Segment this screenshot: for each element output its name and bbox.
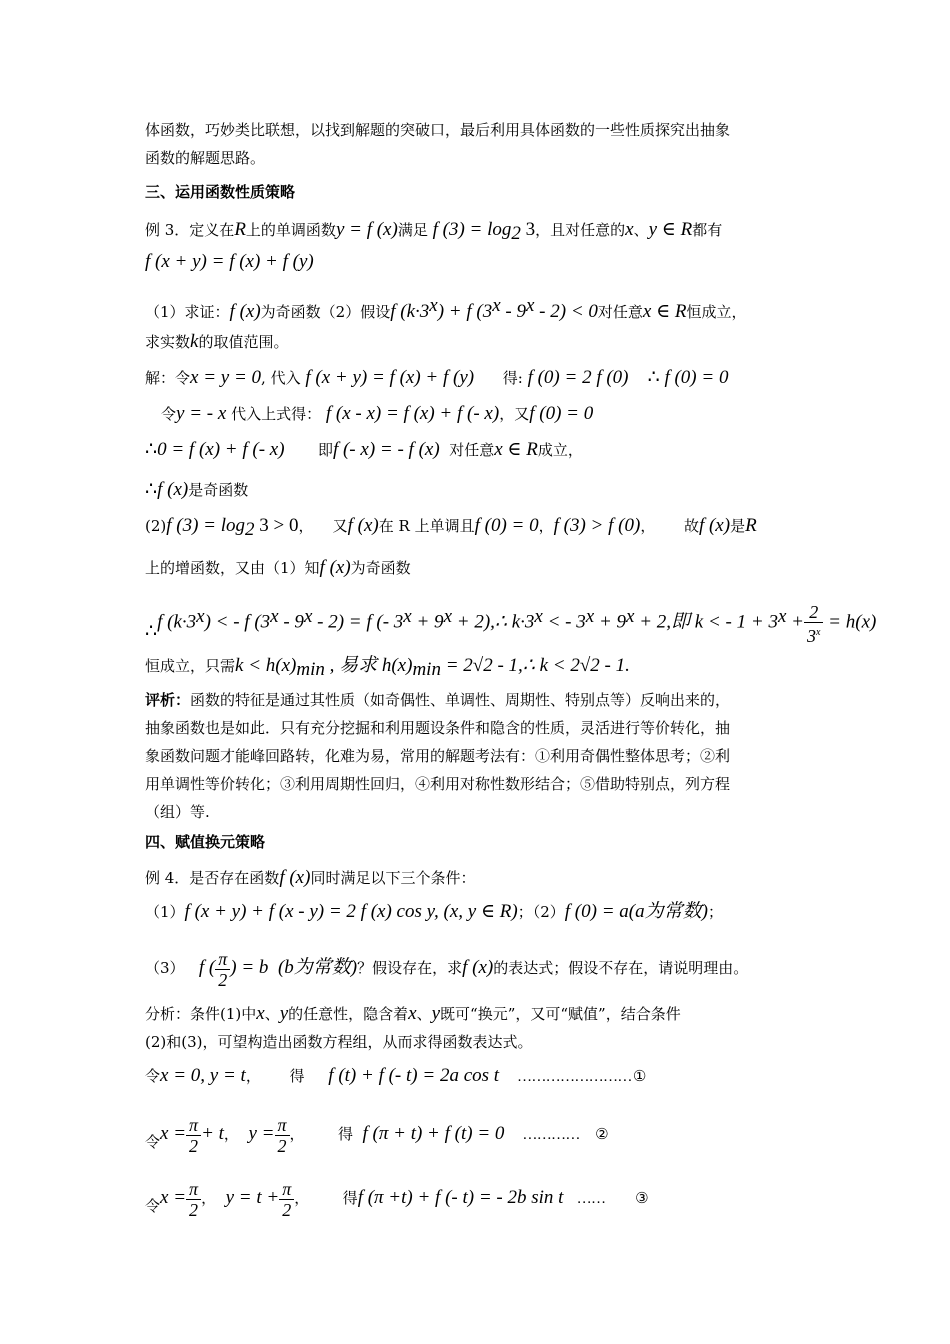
substitution-line: 令x = $\frac{\pi}{2}$ + t， y = $\frac{\pi}{2}$ ， 得 f (π + t) + f (t) = 0 ………… ② bbox=[145, 1114, 609, 1156]
fraction-pi-over-2: $\frac{\pi}{2}$ bbox=[215, 949, 230, 990]
section-heading: 三、运用函数性质策略 bbox=[145, 183, 296, 201]
fraction-pi-over-2: $\frac{\pi}{2}$ bbox=[186, 1115, 201, 1156]
comment-line: （组）等. bbox=[145, 803, 210, 821]
comment-line: 象函数问题才能峰回路转，化难为易，常用的解题考法有：①利用奇偶性整体思考；②利 bbox=[145, 747, 731, 765]
solution-line: (2)f $(3) = \log_2 3 > 0$， 又f (x)在 R 上单调且f (0) = 0，f (3) > f (0)， 故f (x)是R bbox=[145, 515, 757, 540]
solution-derivation: ∴f $(k\cdot 3^x)$ < - f (3$^x$ - 9$^x$ - 2) = f (- $3^x + 9^x$ + 2),∴ $k\cdot 3^x$ < - $3^x + 9^x + 2$,即 k < - $1 + 3^x$ + $\frac{2}{3^x}$ = h(x) bbox=[145, 601, 877, 646]
fraction-pi-over-2: $\frac{\pi}{2}$ bbox=[279, 1179, 294, 1220]
equation-line: f (x + y) = f (x) + f (y) bbox=[145, 251, 314, 272]
question-line: （1）求证：f (x)为奇函数（2）假设f $(k\cdot 3^x) + f$ (3$^x$ - 9$^x$ - 2) < 0对任意x ∈ R恒成立， bbox=[145, 295, 747, 322]
example-3-statement: 例 3．定义在R上的单调函数y = f (x)满足 f $(3) = \log_2 3$，且对任意的x、y ∈ R都有 bbox=[145, 219, 723, 244]
comment-line: 抽象函数也是如此．只有充分挖掘和利用题设条件和隐含的性质，灵活进行等价转化，抽 bbox=[145, 719, 731, 737]
fraction: $\frac{2}{3^x}$ bbox=[804, 602, 823, 646]
fraction-pi-over-2: $\frac{\pi}{2}$ bbox=[275, 1115, 290, 1156]
equation-number: ① bbox=[632, 1067, 647, 1085]
analysis-line: (2)和(3)，可望构造出函数方程组，从而求得函数表达式。 bbox=[145, 1033, 533, 1051]
solution-line: 解：令x = y = 0, 代入 f (x + y) = f (x) + f (y) 得: f (0) = 2 f (0) ∴ f (0) = 0 bbox=[145, 367, 729, 388]
fraction-pi-over-2: $\frac{\pi}{2}$ bbox=[186, 1179, 201, 1220]
section-heading: 四、赋值换元策略 bbox=[145, 833, 266, 851]
condition-line: （1）f (x + y) + f (x - y) = 2 f (x) cos y, (x, y ∈ R)；（2）f (0) = a(a为常数)； bbox=[145, 901, 723, 922]
comment-line: 用单调性等价转化；③利用周期性回归，④利用对称性数形结合；⑤借助特别点，列方程 bbox=[145, 775, 731, 793]
paragraph-line: 函数的解题思路。 bbox=[145, 149, 266, 167]
equation-number: ③ bbox=[635, 1189, 649, 1207]
analysis-line: 分析：条件(1)中x、y的任意性，隐含着x、y既可“换元”，又可“赋值”，结合条件 bbox=[145, 1003, 681, 1024]
solution-line: 恒成立，只需$k < h(x)_{min}$ , 易求 $h(x)_{min} = 2√2$ - 1,∴ k < 2√2 - 1. bbox=[145, 655, 630, 680]
substitution-line: 令x = $\frac{\pi}{2}$ ， y = t + $\frac{\pi}{2}$ ， 得f (π +t) + f (- t) = - 2b sin t …… ③ bbox=[145, 1178, 649, 1220]
solution-line: ∴0 = f (x) + f (- x) 即f (- x) = - f (x) 对任意x ∈ R成立， bbox=[145, 439, 583, 460]
comment-line: 评析：函数的特征是通过其性质（如奇偶性、单调性、周期性、特别点等）反响出来的， bbox=[145, 691, 731, 709]
solution-line: 令y = - x 代入上式得： f (x - x) = f (x) + f (- x)，又f (0) = 0 bbox=[161, 403, 594, 424]
substitution-line: 令x = 0, y = t， 得 f (t) + f (- t) = 2a cos t ……………………① bbox=[145, 1065, 647, 1086]
example-4-statement: 例 4．是否存在函数f (x)同时满足以下三个条件： bbox=[145, 867, 476, 888]
question-line: 求实数k的取值范围。 bbox=[145, 331, 289, 352]
solution-line: ∴f (x)是奇函数 bbox=[145, 479, 249, 500]
equation-number: ② bbox=[595, 1125, 609, 1143]
condition-line: （3） f ( $\frac{\pi}{2}$ ) = b (b为常数)？假设存在，求f (x)的表达式；假设不存在，请说明理由。 bbox=[145, 948, 749, 990]
paragraph-line: 体函数，巧妙类比联想，以找到解题的突破口，最后利用具体函数的一些性质探究出抽象 bbox=[145, 121, 731, 139]
solution-line: 上的增函数，又由（1）知f (x)为奇函数 bbox=[145, 557, 411, 578]
